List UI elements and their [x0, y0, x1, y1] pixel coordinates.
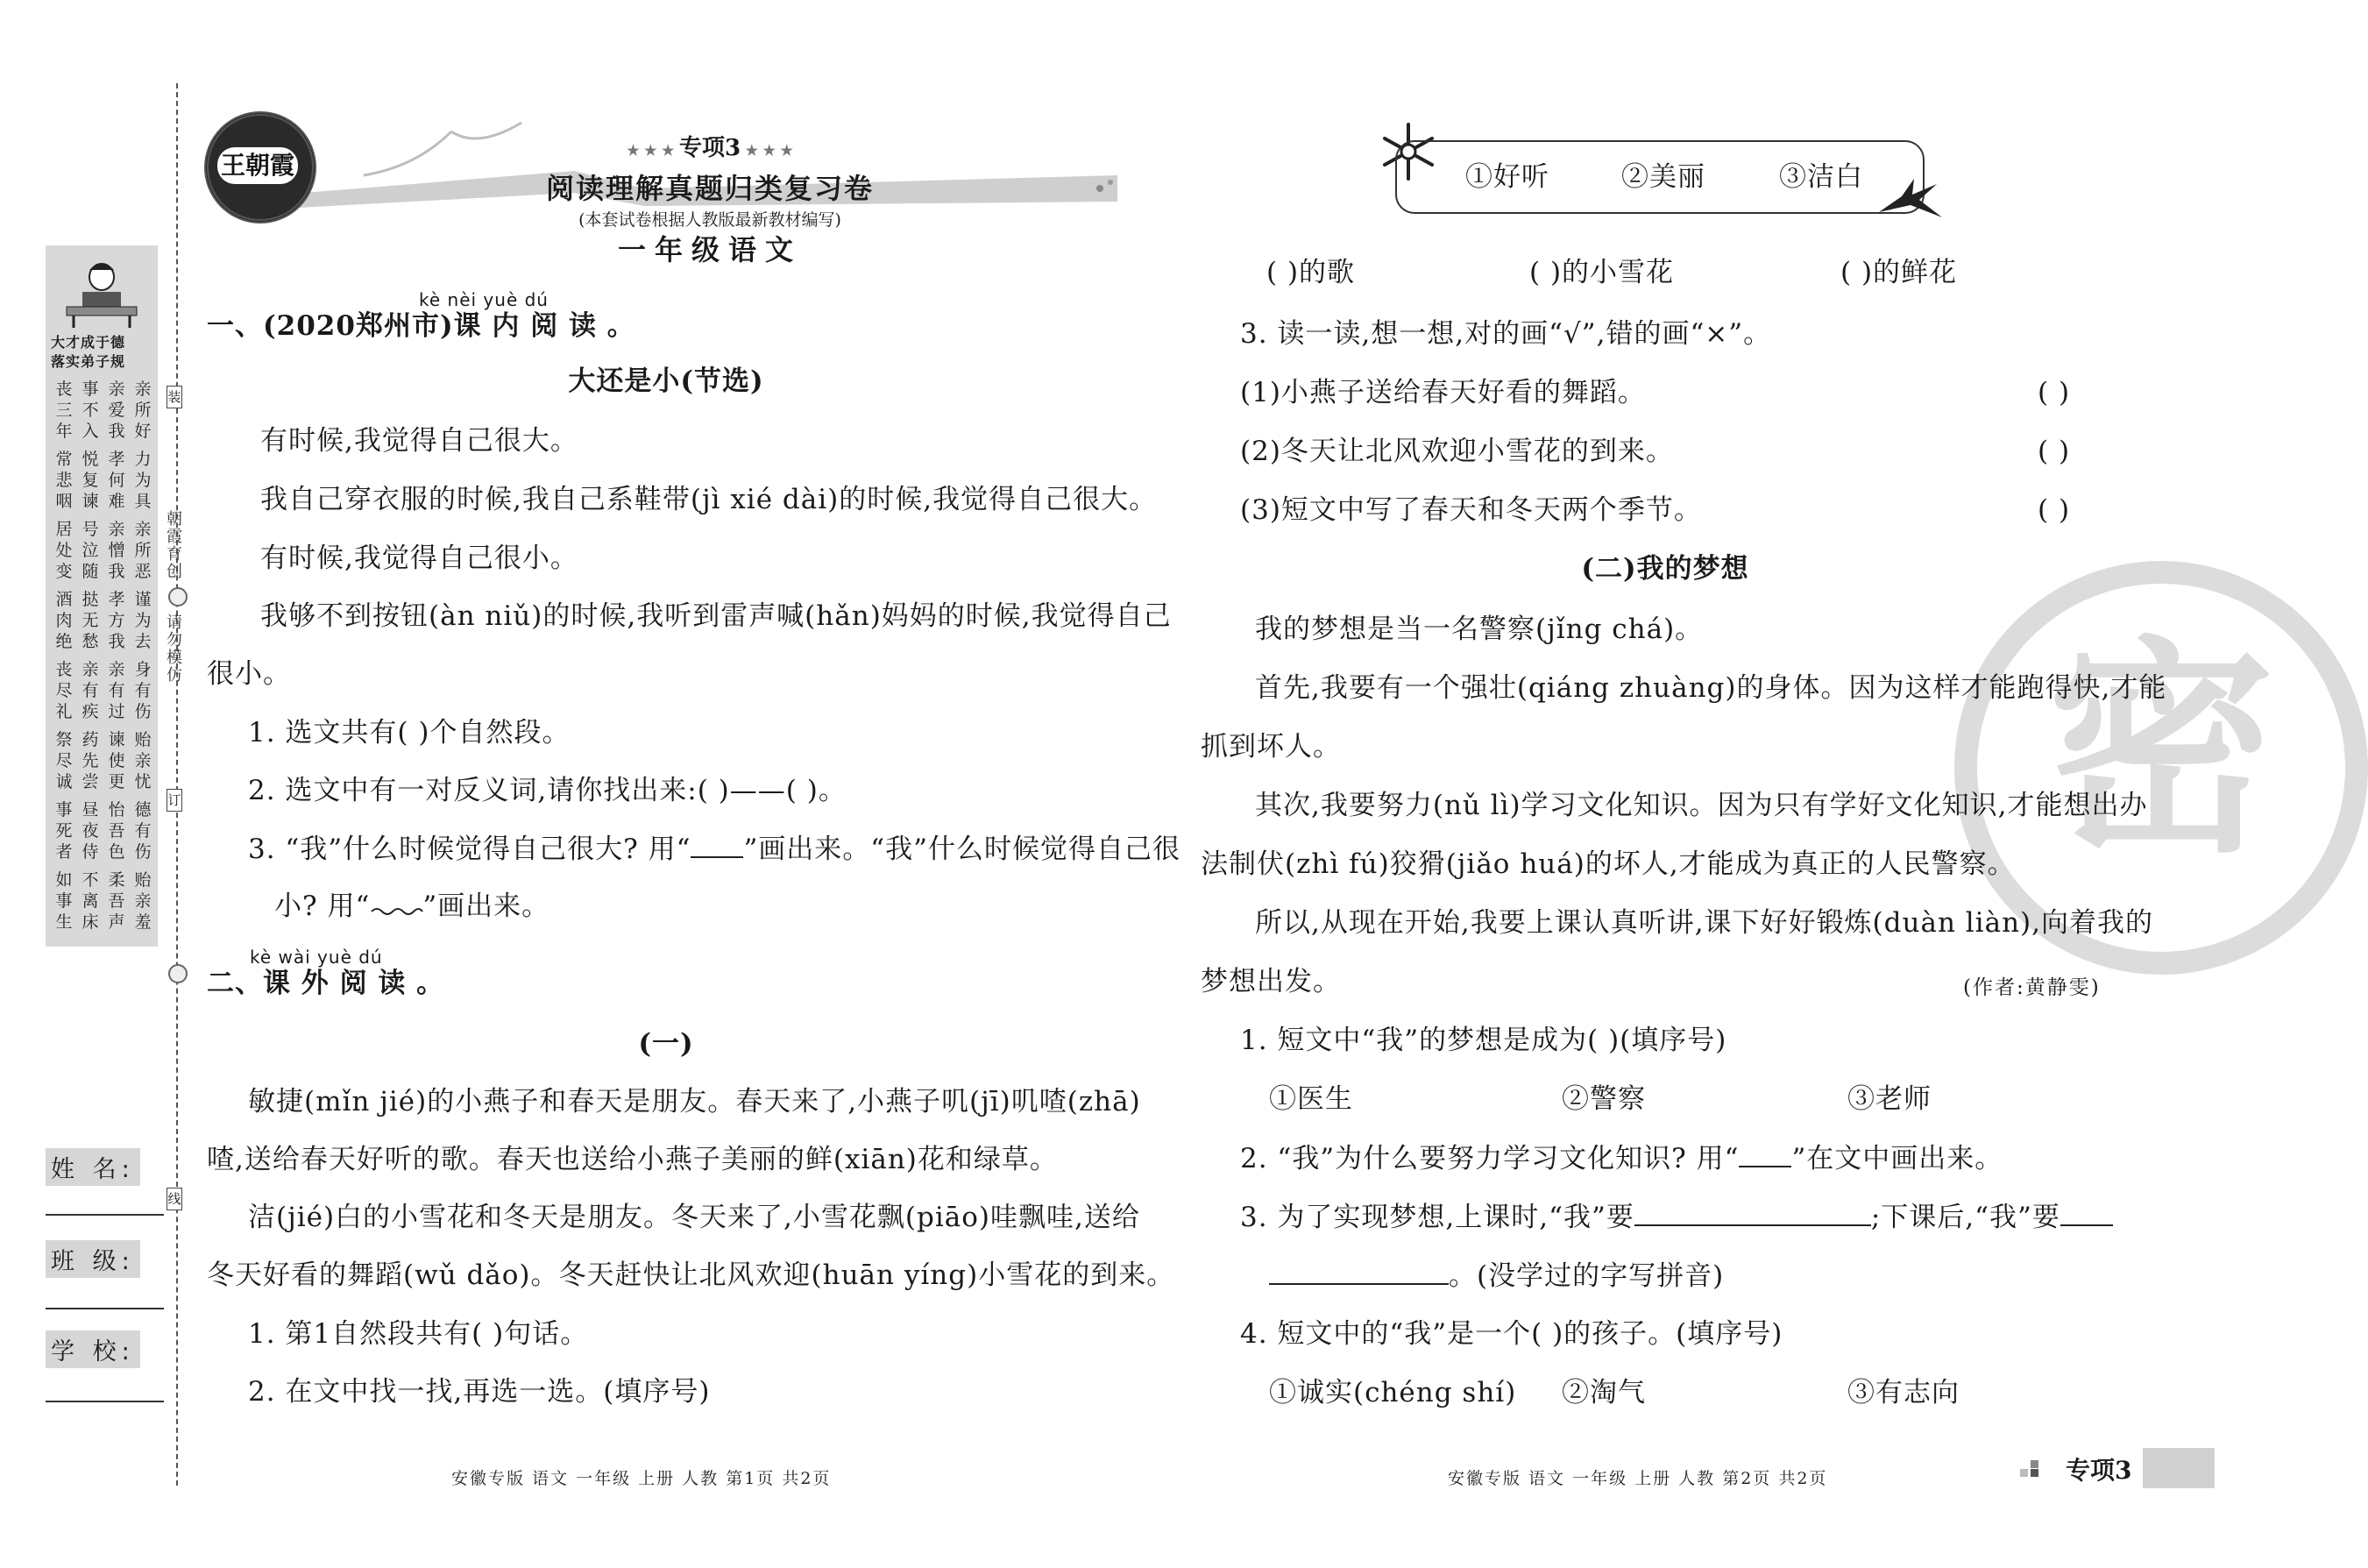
- motto-column: 怡吾色: [108, 800, 125, 862]
- name-label: 姓 名:: [46, 1148, 140, 1186]
- motto-column: 挞无愁: [82, 590, 99, 651]
- motto-column: 谨为去: [134, 590, 152, 651]
- question-3-part-b: ”画出来。“我”什么时候觉得自己很: [743, 834, 1180, 865]
- motto-column: 丧尽礼: [55, 660, 73, 721]
- right-page-footer: 安徽专版 语文 一年级 上册 人教 第2页 共2页: [1448, 1469, 1828, 1488]
- judge-answer-2[interactable]: ( ): [2038, 436, 2071, 467]
- motto-column: 药先尝: [82, 730, 99, 791]
- right-question-2: [1240, 1139, 2003, 1177]
- rq3-part-a: 3. 为了实现梦想,上课时,“我”要: [1240, 1202, 1634, 1233]
- straight-underline-mark: [691, 830, 743, 858]
- seal-char-zhuang: 装: [167, 386, 182, 408]
- question-5: 2. 在文中找一找,再选一选。(填序号): [248, 1376, 711, 1408]
- dream-p2-line2: 抓到坏人。: [1201, 731, 1341, 763]
- dream-p4-line2: 梦想出发。: [1201, 966, 1341, 997]
- motto-title-1: 大才成于德: [51, 334, 126, 351]
- option-3: ③洁白: [1779, 161, 1863, 193]
- rq4-option-1: ①诚实(chéng shí): [1269, 1377, 1517, 1408]
- motto-column: 亲爱我: [108, 380, 125, 441]
- motto-column: 亲有疾: [82, 660, 99, 721]
- dream-p3-line1: 其次,我要努力(nǔ lì)学习文化知识。因为只有学好文化知识,才能想出办: [1255, 790, 2148, 821]
- question-3-part-c: 小? 用“: [274, 890, 371, 922]
- motto-column: 亲有过: [108, 660, 125, 721]
- rq1-option-2: ②警察: [1562, 1083, 1646, 1115]
- motto-block: [54, 379, 152, 447]
- motto-column: 酒肉绝: [55, 590, 73, 651]
- passage-p4-line2: 很小。: [207, 658, 291, 690]
- motto-block: [54, 659, 152, 727]
- tab-squares: [2020, 1460, 2046, 1478]
- judge-instruction: 3. 读一读,想一想,对的画“√”,错的画“×”。: [1240, 318, 1772, 350]
- dream-p1: 我的梦想是当一名警察(jǐng chá)。: [1255, 614, 1704, 645]
- rq3-part-b: ;下课后,“我”要: [1870, 1202, 2060, 1233]
- motto-block: [54, 729, 152, 798]
- motto-block: [54, 869, 152, 938]
- judge-item-3: (3)短文中写了春天和冬天两个季节。: [1240, 494, 1702, 526]
- rq2-part-a: 2. “我”为什么要努力学习文化知识? 用“: [1240, 1143, 1740, 1174]
- notice-col-2: 请勿模仿: [164, 614, 182, 684]
- right-question-3-line2: [1269, 1257, 1724, 1295]
- paper-subtitle: (本套试卷根据人教版最新教材编写): [578, 210, 841, 230]
- motto-column: 德有伤: [134, 800, 152, 862]
- passage-p2: 我自己穿衣服的时候,我自己系鞋带(jì xié dài)的时候,我觉得自己很大。: [260, 484, 1158, 515]
- s2-heading: 二、课 外 阅 读 。: [207, 968, 445, 999]
- tab-gray-block: [2143, 1448, 2215, 1488]
- brand-logo-text: 王朝霞: [217, 147, 298, 184]
- dream-p4-line1: 所以,从现在开始,我要上课认真听讲,课下好好锻炼(duàn liàn),向着我的: [1255, 907, 2153, 939]
- right-question-3-line1: [1240, 1198, 2113, 1236]
- motto-block: [54, 589, 152, 657]
- passage-p3: 有时候,我觉得自己很小。: [260, 543, 578, 574]
- question-3-line2: [274, 888, 549, 925]
- motto-column: 身有伤: [134, 660, 152, 721]
- binding-hole-bottom: [168, 964, 188, 983]
- paper-title: 阅读理解真题归类复习卷: [545, 172, 874, 205]
- blank-snowflake: ( )的小雪花: [1529, 257, 1675, 288]
- motto-column: 常悲咽: [55, 450, 73, 511]
- motto-column: 谏使更: [108, 730, 125, 791]
- s1-pinyin: kè nèi yuè dú: [419, 289, 549, 310]
- motto-column: 丧三年: [55, 380, 73, 441]
- tab-label: 专项3: [2066, 1456, 2132, 1485]
- judge-item-1: (1)小燕子送给春天好看的舞蹈。: [1240, 377, 1646, 408]
- topic-stars-left: ★ ★ ★: [627, 142, 679, 159]
- passage-title: 大还是小(节选): [568, 365, 764, 397]
- reading-1-line3: 洁(jié)白的小雪花和冬天是朋友。冬天来了,小雪花飘(piāo)哇飘哇,送给: [248, 1202, 1140, 1233]
- scholar-figure-icon: [58, 252, 145, 331]
- s2-pinyin: kè wài yuè dú: [250, 947, 383, 968]
- name-input-line[interactable]: [46, 1214, 164, 1216]
- option-2: ②美丽: [1621, 161, 1705, 193]
- rq3-answer-blank-1[interactable]: [1634, 1198, 1871, 1226]
- question-3-part-a: 3. “我”什么时候觉得自己很大? 用“: [248, 834, 691, 865]
- dream-p3-line2: 法制伏(zhì fú)狡猾(jiǎo huá)的坏人,才能成为真正的人民警察。: [1201, 848, 2016, 880]
- motto-column: 孝何难: [108, 450, 125, 511]
- motto-block: [54, 799, 152, 868]
- rq1-option-1: ①医生: [1269, 1083, 1353, 1115]
- corner-tab: [2020, 1448, 2215, 1488]
- motto-column: 孝方我: [108, 590, 125, 651]
- grade-subject: 一年级语文: [617, 233, 802, 266]
- motto-column: 居处变: [55, 520, 73, 581]
- motto-column: 柔吾声: [108, 870, 125, 932]
- question-3-line1: [248, 830, 1180, 868]
- dream-p2-line1: 首先,我要有一个强壮(qiáng zhuàng)的身体。因为这样才能跑得快,才能: [1255, 672, 2167, 704]
- question-1: 1. 选文共有( )个自然段。: [248, 717, 571, 749]
- question-4: 1. 第1自然段共有( )句话。: [248, 1318, 589, 1350]
- rq3-part-c: 。(没学过的字写拼音): [1449, 1260, 1725, 1292]
- motto-column: 亲所恶: [134, 520, 152, 581]
- rq2-straight-line-mark: [1739, 1139, 1791, 1167]
- motto-verses: [54, 379, 152, 940]
- seal-char-xian: 线: [167, 1188, 182, 1210]
- watermark-char: 密: [2047, 616, 2275, 883]
- right-question-4: 4. 短文中的“我”是一个( )的孩子。(填序号): [1240, 1318, 1783, 1350]
- passage-p1: 有时候,我觉得自己很大。: [260, 425, 578, 457]
- topic-stars-right: ★ ★ ★: [741, 142, 793, 159]
- school-label: 学 校:: [46, 1330, 140, 1368]
- motto-panel: [46, 245, 158, 947]
- sub-passage-2-title: (二)我的梦想: [1581, 553, 1749, 585]
- motto-column: 昼夜侍: [82, 800, 99, 862]
- dream-author: (作者:黄静雯): [1963, 976, 2101, 999]
- rq3-answer-blank-3[interactable]: [1269, 1257, 1449, 1285]
- motto-column: 事死者: [55, 800, 73, 862]
- motto-column: 贻亲羞: [134, 870, 152, 932]
- class-label: 班 级:: [46, 1240, 140, 1278]
- school-input-line[interactable]: [46, 1401, 164, 1402]
- brand-logo: [204, 111, 316, 223]
- class-input-line[interactable]: [46, 1308, 164, 1309]
- left-page-footer: 安徽专版 语文 一年级 上册 人教 第1页 共2页: [451, 1469, 832, 1488]
- binding-dotted-line: [176, 83, 178, 1486]
- motto-column: 如事生: [55, 870, 73, 932]
- rq4-option-2: ②淘气: [1562, 1377, 1646, 1408]
- motto-column: 悦复谏: [82, 450, 99, 511]
- motto-column: 力为具: [134, 450, 152, 511]
- seal-char-ding: 订: [167, 789, 182, 812]
- sub-passage-1-title: (一): [638, 1028, 694, 1060]
- reading-1-line1: 敏捷(mǐn jié)的小燕子和春天是朋友。春天来了,小燕子叽(jī)叽喳(zhā): [248, 1086, 1141, 1117]
- motto-block: [54, 449, 152, 517]
- question-3-part-d: ”画出来。: [422, 890, 550, 922]
- motto-column: 亲所好: [134, 380, 152, 441]
- judge-answer-3[interactable]: ( ): [2038, 494, 2071, 526]
- rq3-answer-blank-2[interactable]: [2060, 1198, 2113, 1226]
- topic-label: 专项3: [678, 135, 741, 161]
- rq1-option-3: ③老师: [1847, 1083, 1932, 1115]
- rq2-part-b: ”在文中画出来。: [1791, 1143, 2003, 1174]
- motto-column: 贻亲忧: [134, 730, 152, 791]
- judge-item-2: (2)冬天让北风欢迎小雪花的到来。: [1240, 436, 1674, 467]
- notice-col-1: 朝霞育创: [164, 510, 182, 580]
- motto-column: 亲憎我: [108, 520, 125, 581]
- passage-p4-line1: 我够不到按钮(àn niǔ)的时候,我听到雷声喊(hǎn)妈妈的时候,我觉得自己: [260, 600, 1172, 632]
- swallow-icon: [1875, 172, 1946, 221]
- wavy-underline-mark: [370, 898, 422, 919]
- s1-heading: 一、(2020郑州市)课 内 阅 读 。: [207, 310, 635, 342]
- motto-column: 号泣随: [82, 520, 99, 581]
- right-question-1: 1. 短文中“我”的梦想是成为( )(填序号): [1240, 1025, 1727, 1056]
- topic-badge: [613, 130, 806, 162]
- binding-hole-top: [168, 587, 188, 607]
- blank-song: ( )的歌: [1266, 257, 1356, 288]
- rq4-option-3: ③有志向: [1847, 1377, 1960, 1408]
- motto-block: [54, 519, 152, 587]
- reading-1-line4: 冬天好看的舞蹈(wǔ dǎo)。冬天赶快让北风欢迎(huān yíng)小雪花的到来。: [207, 1259, 1175, 1291]
- motto-column: 祭尽诚: [55, 730, 73, 791]
- motto-column: 不离床: [82, 870, 99, 932]
- motto-title-2: 落实弟子规: [51, 353, 126, 370]
- blank-flower: ( )的鲜花: [1840, 257, 1958, 288]
- question-2: 2. 选文中有一对反义词,请你找出来:( )——( )。: [248, 775, 847, 806]
- judge-answer-1[interactable]: ( ): [2038, 377, 2071, 408]
- reading-1-line2: 喳,送给春天好听的歌。春天也送给小燕子美丽的鲜(xiān)花和绿草。: [207, 1144, 1058, 1175]
- option-1: ①好听: [1465, 161, 1549, 193]
- motto-column: 事不入: [82, 380, 99, 441]
